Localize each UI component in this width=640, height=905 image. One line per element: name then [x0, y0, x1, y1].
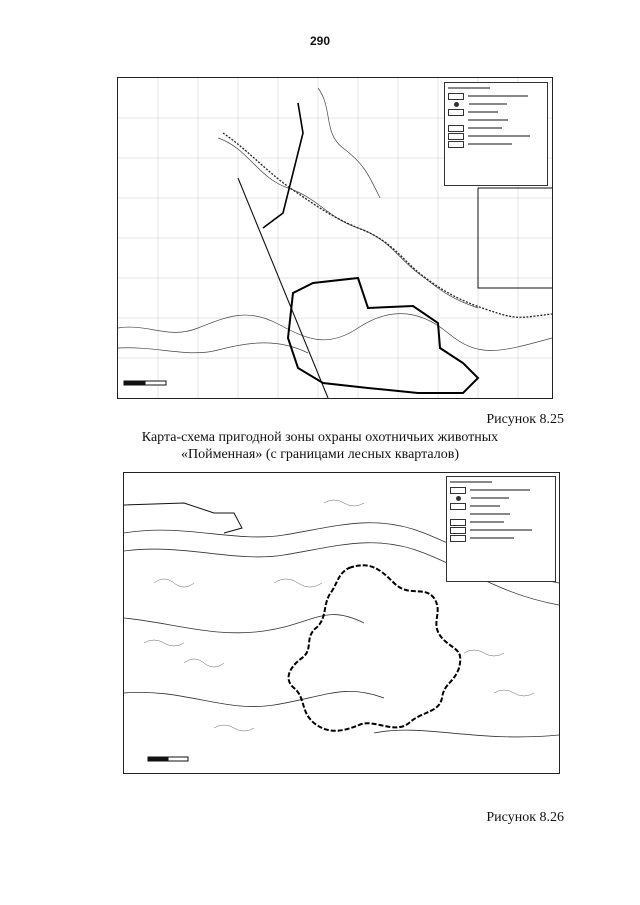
legend-row	[447, 486, 555, 494]
legend-title	[445, 83, 547, 92]
scale-bar	[148, 757, 188, 761]
legend-row	[447, 518, 555, 526]
legend-row	[447, 526, 555, 534]
legend-title	[447, 477, 555, 486]
map-legend	[444, 82, 548, 186]
legend-row	[447, 502, 555, 510]
legend-row	[445, 140, 547, 148]
legend-row	[447, 510, 555, 518]
legend-row	[445, 92, 547, 100]
map-legend	[446, 476, 556, 582]
legend-row	[445, 132, 547, 140]
scale-bar	[124, 381, 166, 385]
legend-row	[445, 116, 547, 124]
legend-row	[445, 108, 547, 116]
figure-caption: Рисунок 8.26	[486, 810, 564, 825]
page-number: 290	[309, 34, 331, 48]
figure-title-line-1: Карта-схема пригодной зоны охраны охотничьих животных	[141, 430, 499, 445]
legend-row	[445, 100, 547, 108]
figure-caption: Рисунок 8.25	[486, 412, 564, 427]
map-figure-8-25	[117, 77, 553, 399]
figure-title-line-2: «Пойменная» (с границами лесных кварталов)	[181, 447, 459, 462]
legend-row	[445, 124, 547, 132]
map-figure-8-26	[123, 472, 560, 774]
legend-row	[447, 494, 555, 502]
legend-row	[447, 534, 555, 542]
